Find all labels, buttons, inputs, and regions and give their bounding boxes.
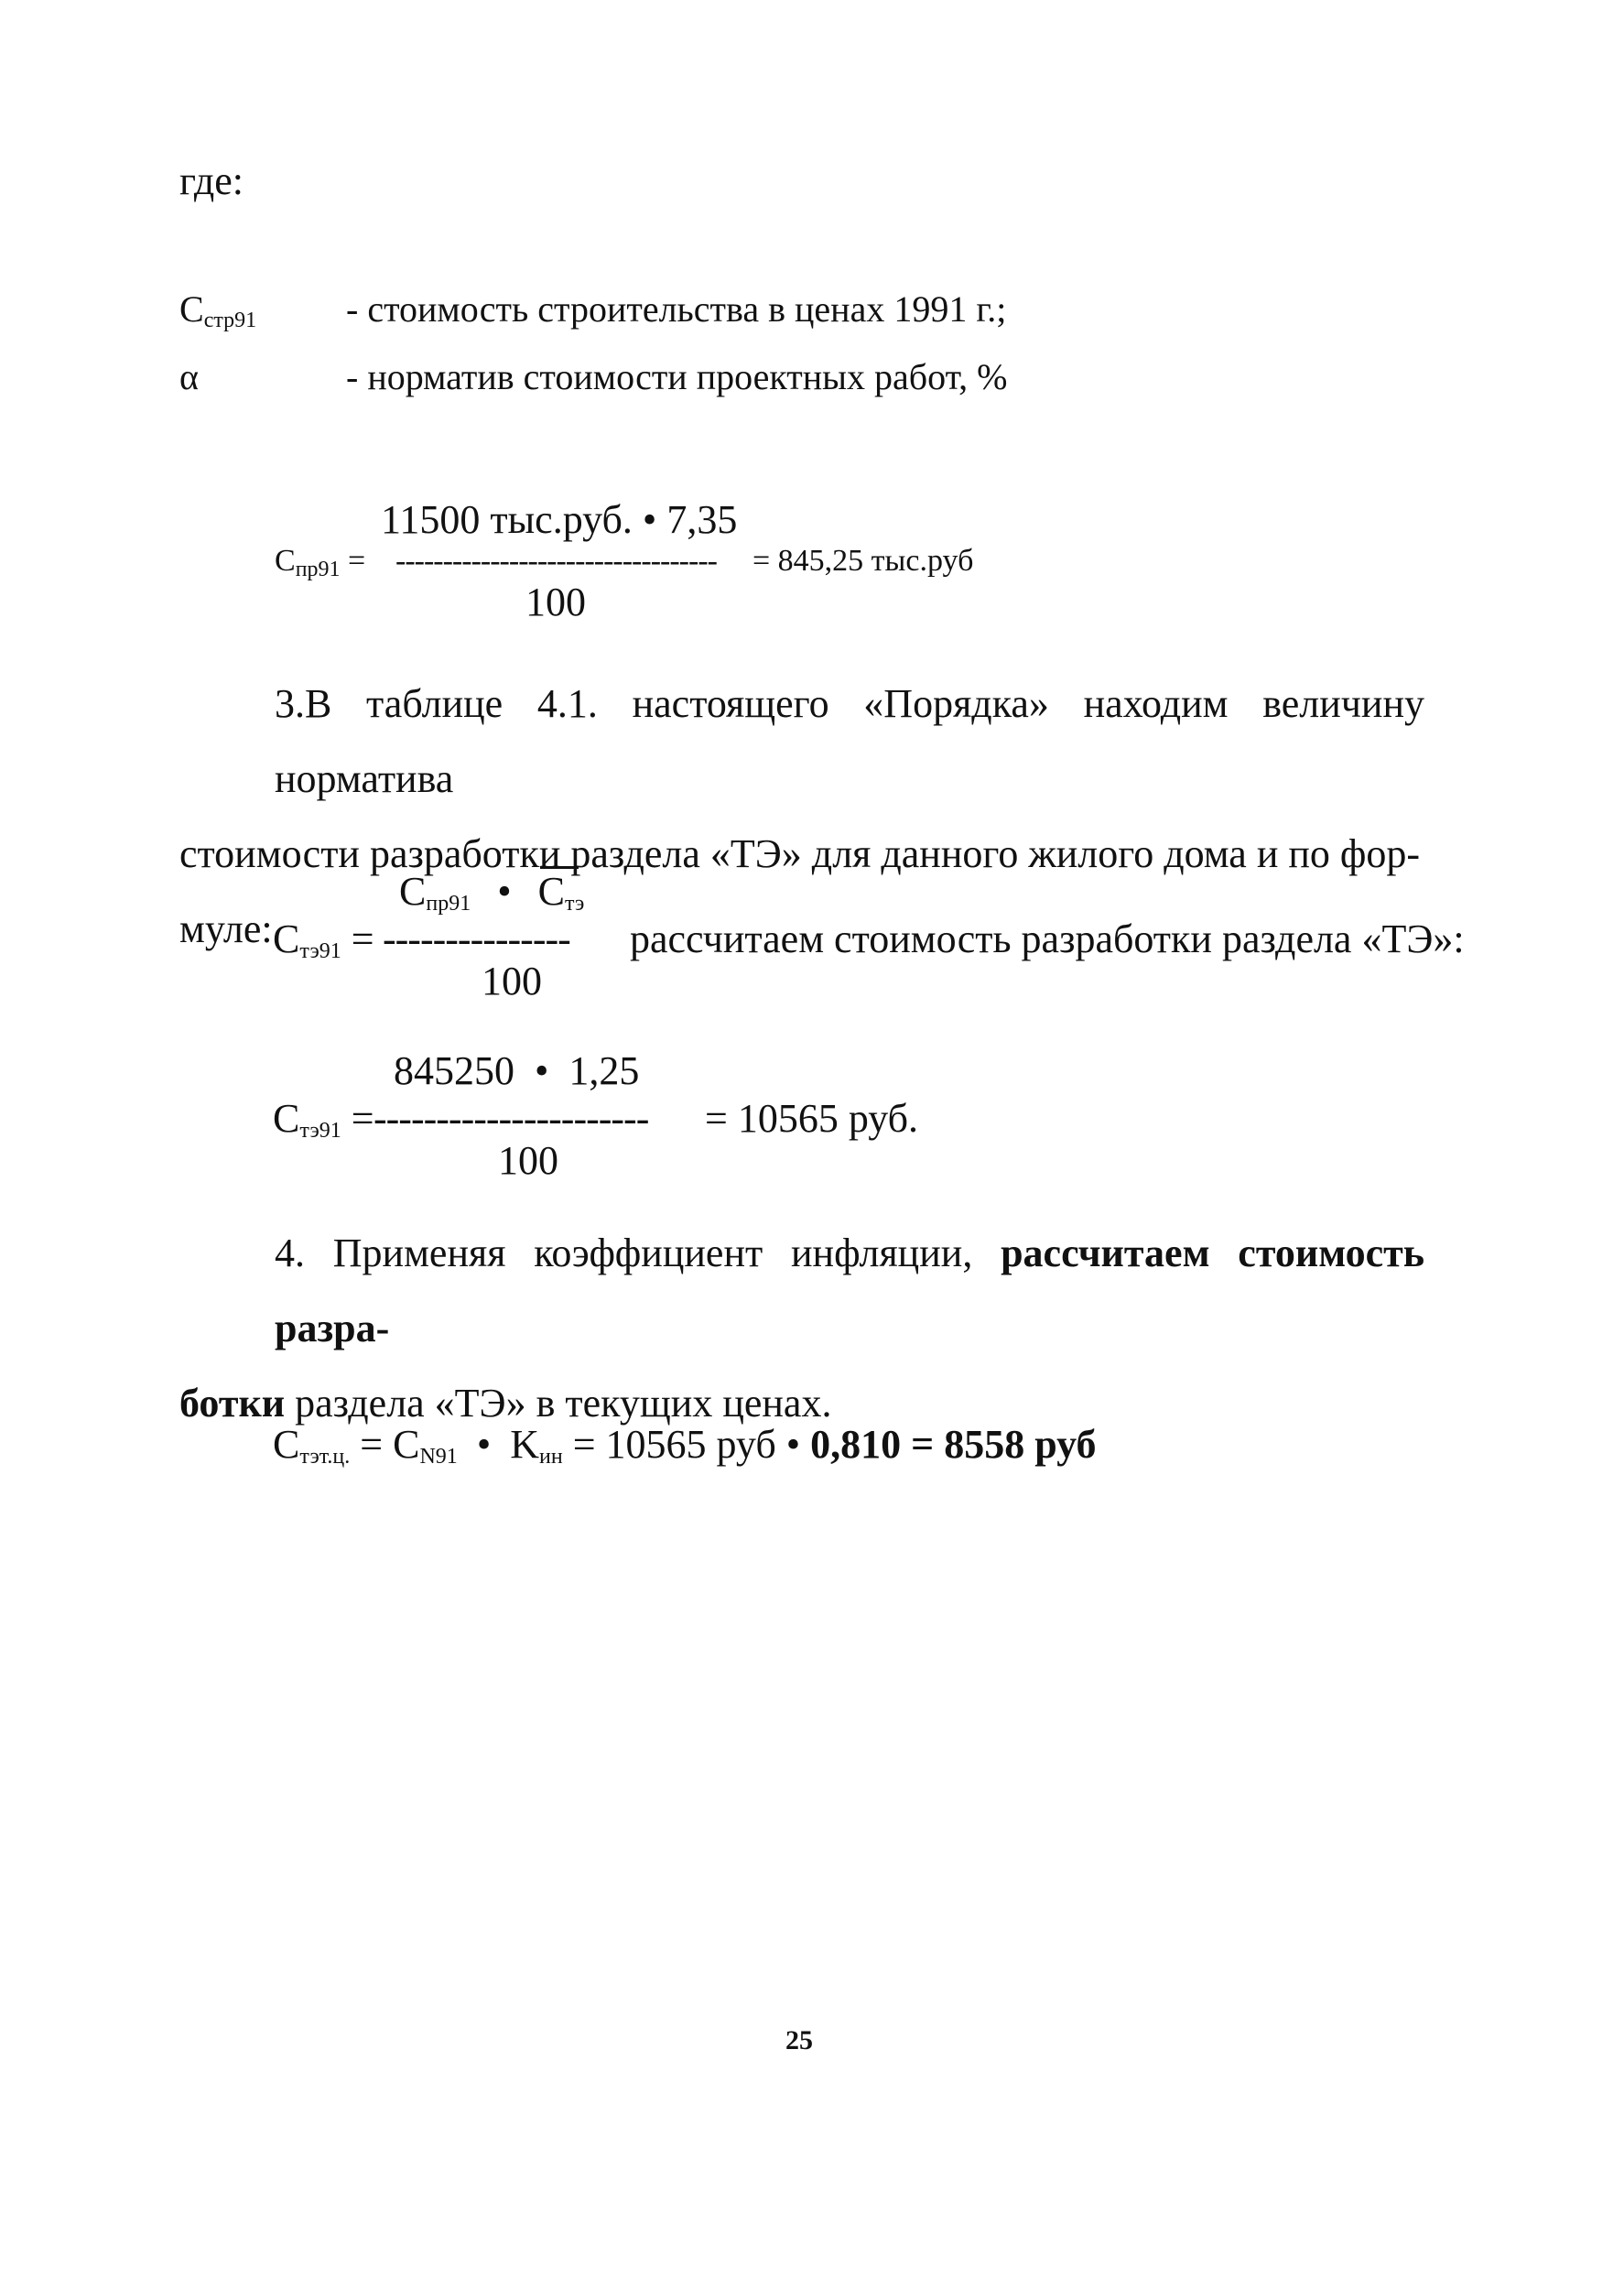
paragraph3-line2: стоимости разработки раздела «ТЭ» для данного жилого дома и по фор- xyxy=(179,831,1421,876)
formula4-lhs-sub: тэт.ц. xyxy=(299,1445,351,1469)
formula4-rest-normal: = 10565 руб • xyxy=(572,1422,811,1467)
paragraph4-line1-bold: рассчитаем стоимость разра- xyxy=(275,1231,1425,1350)
formula2-num-b-main: C xyxy=(537,869,565,914)
paragraph4-line2-normal: раздела «ТЭ» в текущих ценах. xyxy=(285,1381,832,1426)
formula1-fraction-line: ---------------------------------- xyxy=(395,544,717,578)
formula2-num-b xyxy=(537,869,585,916)
page-number: 25 xyxy=(785,2025,813,2055)
paragraph3-line3: муле: xyxy=(179,906,273,951)
formula2-num-a-sub: пр91 xyxy=(426,892,471,916)
formula4-lhs-main: C xyxy=(273,1422,300,1467)
paragraph4-line1-normal: 4. Применяя коэффициент инфляции, xyxy=(275,1231,1001,1275)
formula1-numerator: 11500 тыс.руб. • 7,35 xyxy=(381,497,738,542)
formula3-denominator: 100 xyxy=(498,1138,558,1183)
formula4 xyxy=(273,1422,1097,1469)
formula2-eq: = xyxy=(351,916,374,961)
formula2-num-a-main: C xyxy=(399,869,427,914)
formula1-result: = 845,25 тыс.руб xyxy=(752,544,974,578)
formula1-lhs-main: C xyxy=(275,544,296,578)
formula2-text: рассчитаем стоимость разработки раздела «ТЭ»: xyxy=(630,916,1465,961)
intro-label: где: xyxy=(179,158,244,203)
formula4-k-sub: ин xyxy=(539,1445,563,1469)
formula4-c-main: C xyxy=(393,1422,420,1467)
formula2-lhs xyxy=(273,916,374,963)
definition-text-cstr91: - стоимость строительства в ценах 1991 г.; xyxy=(346,288,1007,330)
formula2-denominator: 100 xyxy=(482,959,542,1003)
formula1-denominator: 100 xyxy=(525,580,586,624)
formula4-dot: • xyxy=(476,1422,492,1467)
formula2-numerator xyxy=(399,869,585,916)
formula3-eq: = xyxy=(351,1096,374,1141)
formula3-lhs-sub: тэ91 xyxy=(299,1119,341,1143)
formula3-lhs-main: C xyxy=(273,1096,300,1141)
formula2-lhs-main: C xyxy=(273,916,300,961)
formula4-eq1: = xyxy=(360,1422,384,1467)
formula2-num-b-sub: тэ xyxy=(564,892,585,916)
paragraph4-line2-bold: ботки xyxy=(179,1381,286,1426)
definition-symbol-alpha: α xyxy=(179,356,199,397)
formula2-lhs-sub: тэ91 xyxy=(299,939,341,963)
formula1-lhs xyxy=(275,546,365,580)
formula3-result: = 10565 руб. xyxy=(705,1096,919,1141)
formula3-numerator: 845250 • 1,25 xyxy=(394,1048,640,1093)
paragraph4 xyxy=(179,1216,1424,1441)
formula1-lhs-sub: пр91 xyxy=(295,558,341,581)
formula4-c-sub: N91 xyxy=(419,1445,458,1469)
symbol-sub: стр91 xyxy=(203,309,257,332)
formula2-fraction-line: --------------- xyxy=(383,916,570,961)
formula2-dot: • xyxy=(497,869,512,914)
formula4-k-main: K xyxy=(510,1422,539,1467)
symbol-main: C xyxy=(179,288,204,330)
formula4-rest-bold: 0,810 = 8558 руб xyxy=(810,1422,1097,1467)
formula1-eq: = xyxy=(348,544,366,578)
definition-text-alpha: - норматив стоимости проектных работ, % xyxy=(346,356,1008,397)
paragraph4-line1 xyxy=(179,1216,1424,1366)
formula3-fraction-line: ---------------------- xyxy=(374,1096,649,1141)
formula3-lhs xyxy=(273,1096,374,1143)
paragraph3-line1: 3.В таблице 4.1. настоящего «Порядка» находим величину норматива xyxy=(275,681,1424,801)
definition-symbol-cstr91 xyxy=(179,288,257,332)
